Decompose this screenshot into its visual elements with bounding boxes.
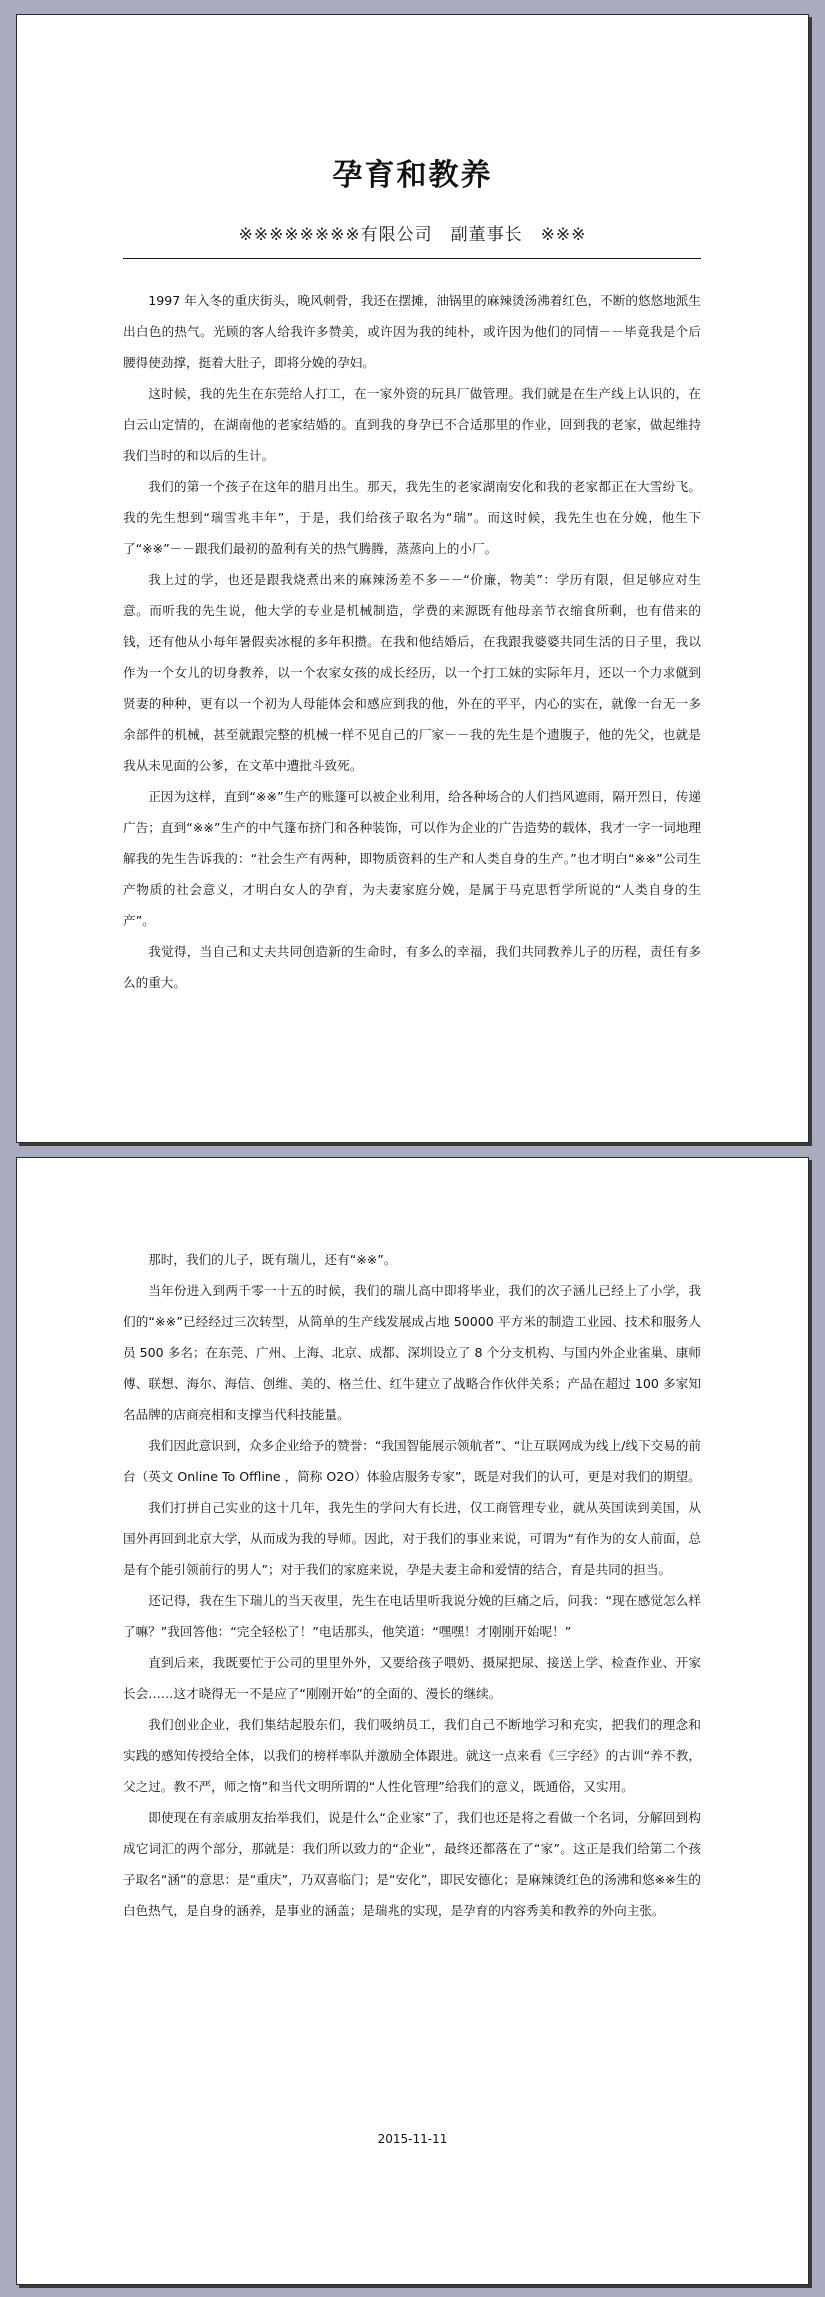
paragraph: 即使现在有亲戚朋友抬举我们，说是什么“企业家”了，我们也还是将之看做一个名词，分解回到构成它词汇的两个部分，那就是：我们所以致力的“企业”，最终还都落在了“家”。这正是我们给第二个孩子取名“涵”的意思：是“重庆”，乃双喜临门；是“安化”，即民安德化；是麻辣烫红色的汤沸和悠※※生的白色热气，是自身的涵养，是事业的涵盖；是瑞兆的实现，是孕育的内容秀美和教养的外向主张。	[123, 1810, 701, 1918]
paragraph: 我们因此意识到，众多企业给予的赞誉：“我国智能展示领航者”、“让互联网成为线上/线下交易的前台（英文 Online To Offline ，简称 O2O）体验店服务专家”，既是对我们的认可，更是对我们的期望。	[123, 1438, 701, 1484]
paragraph: 我们的第一个孩子在这年的腊月出生。那天，我先生的老家湖南安化和我的老家都正在大雪纷飞。我的先生想到“瑞雪兆丰年”，于是，我们给孩子取名为“瑞”。而这时候，我先生也在分娩，他生下了“※※”－－跟我们最初的盈利有关的热气腾腾，蒸蒸向上的小厂。	[123, 479, 701, 556]
page-1-body	[123, 285, 701, 998]
paragraph: 我们打拼自己实业的这十几年，我先生的学问大有长进，仅工商管理专业，就从英国读到美国，从国外再回到北京大学，从而成为我的导师。因此，对于我们的事业来说，可谓为“有作为的女人前面，总是有个能引领前行的男人”；对于我们的家庭来说，孕是夫妻主命和爱情的结合，育是共同的担当。	[123, 1500, 701, 1577]
document-author-line: ※※※※※※※※有限公司 副董事长 ※※※	[238, 225, 587, 245]
paragraph: 那时，我们的儿子，既有瑞儿，还有“※※”。	[148, 1252, 397, 1267]
paragraph: 我们创业企业，我们集结起股东们，我们吸纳员工，我们自己不断地学习和充实，把我们的理念和实践的感知传授给全体，以我们的榜样率队并激励全体跟进。就这一点来看《三字经》的古训“养不教，父之过。教不严，师之惰”和当代文明所谓的“人性化管理”给我们的意义，既通俗，又实用。	[123, 1717, 701, 1794]
page-2-body	[123, 1244, 701, 1926]
document-page-1	[16, 14, 809, 1143]
document-page-2	[16, 1157, 809, 2285]
document-title: 孕育和教养	[332, 158, 493, 193]
paragraph: 正因为这样，直到“※※”生产的账篷可以被企业利用，给各种场合的人们挡风遮雨，隔开烈日，传递广告；直到“※※”生产的中气篷布挤门和各种装饰，可以作为企业的广告造势的载体，我才一字一词地理解我的先生告诉我的：“社会生产有两种，即物质资料的生产和人类自身的生产。”也才明白“※※”公司生产物质的社会意义，才明白女人的孕育，为夫妻家庭分娩，是属于马克思哲学所说的“人类自身的生产”。	[123, 789, 701, 928]
paragraph: 我上过的学，也还是跟我烧煮出来的麻辣汤差不多－－“价廉，物美”：学历有限，但足够应对生意。而听我的先生说，他大学的专业是机械制造，学费的来源既有他母亲节衣缩食所剩，也有借来的钱，还有他从小每年暑假卖冰棍的多年积攒。在我和他结婚后，在我跟我婆婆共同生活的日子里，我以作为一个女儿的切身教养，以一个农家女孩的成长经历，以一个打工妹的实际年月，还以一个力求僦到贤妻的种种，更有以一个初为人母能体会和感应到我的他，外在的平平，内心的实在，就像一台无一多余部件的机械，甚至就跟完整的机械一样不见自己的厂家－－我的先生是个遗腹子，他的先父，也就是我从未见面的公爹，在文革中遭批斗致死。	[123, 572, 701, 773]
paragraph: 当年份进入到两千零一十五的时候，我们的瑞儿高中即将毕业，我们的次子涵儿已经上了小学，我们的“※※”已经经过三次转型，从简单的生产线发展成占地 50000 平方米的制造工业园、技术和服务人员 500 多名；在东莞、广州、上海、北京、成都、深圳设立了 8 个分支机构、与国内外企业雀巢、康师傅、联想、海尔、海信、创维、美的、格兰仕、红牛建立了战略合作伙伴关系；产品在超过 100 多家知名品牌的店商亮相和支撑当代科技能量。	[123, 1283, 701, 1422]
paragraph: 还记得，我在生下瑞儿的当天夜里，先生在电话里听我说分娩的巨痛之后，问我：“现在感觉怎么样了嘛？”我回答他：“完全轻松了！”电话那头，他笑道：“嘿嘿！才刚刚开始呢！”	[123, 1593, 701, 1639]
paragraph: 1997 年入冬的重庆街头，晚风刺骨，我还在摆摊，油锅里的麻辣烫汤沸着红色，不断的悠悠地派生出白色的热气。光顾的客人给我许多赞美，或许因为我的纯朴，或许因为他们的同情－－毕竟我是个后腰得使劲撑，挺着大肚子，即将分娩的孕妇。	[123, 293, 701, 370]
paragraph: 这时候，我的先生在东莞给人打工，在一家外资的玩具厂做管理。我们就是在生产线上认识的，在白云山定情的，在湖南他的老家结婚的。直到我的身孕已不合适那里的作业，回到我的老家，做起维持我们当时的和以后的生计。	[123, 386, 701, 463]
title-divider	[123, 258, 701, 259]
paragraph: 我觉得，当自己和丈夫共同创造新的生命时，有多么的幸福，我们共同教养儿子的历程，责任有多么的重大。	[123, 944, 701, 990]
paragraph: 直到后来，我既要忙于公司的里里外外，又要给孩子喂奶、摄屎把尿、接送上学、检查作业、开家长会……这才晓得无一不是应了“刚刚开始”的全面的、漫长的继续。	[123, 1655, 701, 1701]
document-date: 2015-11-11	[377, 2132, 448, 2146]
